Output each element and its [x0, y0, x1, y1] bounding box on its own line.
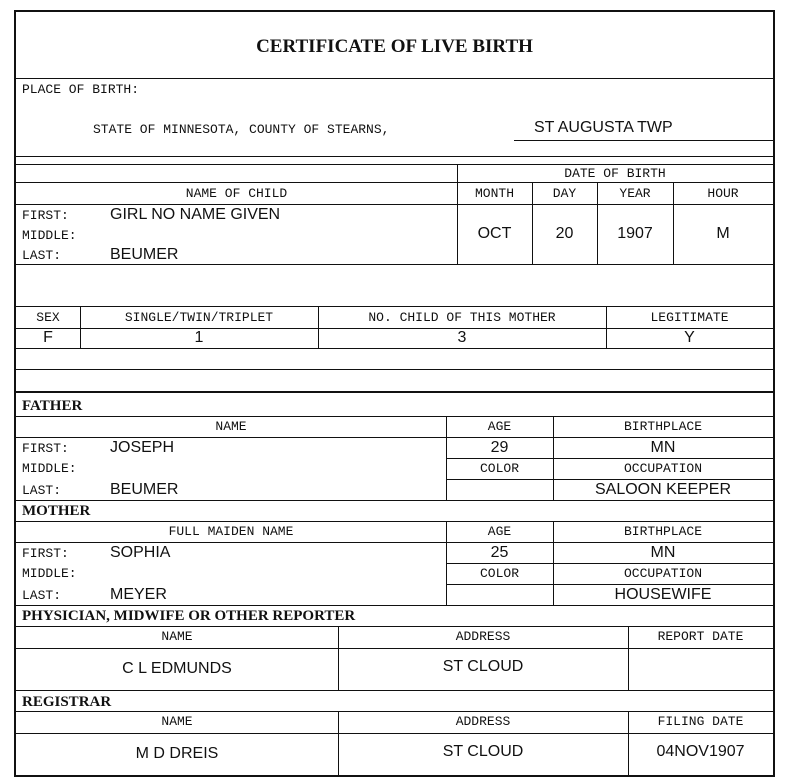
divider: [16, 391, 773, 393]
father-last-label: LAST:: [22, 483, 62, 498]
physician-address-label: ADDRESS: [455, 629, 511, 644]
registrar-name-label: NAME: [161, 714, 193, 729]
father-name-label: NAME: [215, 419, 247, 434]
father-age-value: 29: [490, 439, 509, 456]
dob-hour-value: M: [716, 225, 730, 242]
divider: [16, 182, 773, 183]
child-name-label: NAME OF CHILD: [185, 186, 288, 201]
hour-label: HOUR: [707, 186, 739, 201]
physician-address-value: ST CLOUD: [442, 658, 524, 675]
divider: [16, 626, 773, 627]
divider: [16, 521, 773, 522]
mother-heading: MOTHER: [22, 503, 91, 519]
divider: [16, 648, 773, 649]
mother-last-value: MEYER: [110, 586, 167, 603]
plurality-value: 1: [194, 329, 204, 346]
divider: [16, 500, 773, 501]
father-birthplace-label: BIRTHPLACE: [623, 419, 702, 434]
divider: [446, 584, 773, 585]
divider: [16, 605, 773, 606]
mother-color-label: COLOR: [479, 566, 519, 581]
mother-birthplace-label: BIRTHPLACE: [623, 524, 702, 539]
child-last-label: LAST:: [22, 248, 62, 263]
dob-day-value: 20: [555, 225, 574, 242]
dob-year-value: 1907: [617, 225, 653, 242]
mother-name-label: FULL MAIDEN NAME: [168, 524, 294, 539]
child-first-value: GIRL NO NAME GIVEN: [110, 206, 281, 223]
registrar-name-value: M D DREIS: [135, 745, 219, 762]
certificate-title: CERTIFICATE OF LIVE BIRTH: [256, 36, 533, 57]
father-occupation-value: SALOON KEEPER: [594, 481, 732, 498]
divider: [16, 204, 773, 205]
dob-month-value: OCT: [477, 225, 512, 242]
child-last-value: BEUMER: [110, 246, 179, 263]
divider: [16, 690, 773, 691]
month-label: MONTH: [474, 186, 514, 201]
registrar-address-label: ADDRESS: [455, 714, 511, 729]
child-first-label: FIRST:: [22, 208, 69, 223]
divider: [16, 164, 773, 165]
mother-first-label: FIRST:: [22, 546, 69, 561]
father-occupation-label: OCCUPATION: [623, 461, 702, 476]
plurality-label: SINGLE/TWIN/TRIPLET: [124, 310, 274, 325]
day-label: DAY: [552, 186, 577, 201]
divider: [16, 416, 773, 417]
divider: [16, 733, 773, 734]
divider: [16, 264, 773, 265]
father-first-value: JOSEPH: [110, 439, 175, 456]
report-date-label: REPORT DATE: [657, 629, 744, 644]
mother-first-value: SOPHIA: [110, 544, 171, 561]
divider: [16, 437, 773, 438]
sex-label: SEX: [36, 310, 60, 325]
father-first-label: FIRST:: [22, 441, 69, 456]
year-label: YEAR: [619, 186, 651, 201]
mother-occupation-value: HOUSEWIFE: [614, 586, 712, 603]
mother-last-label: LAST:: [22, 588, 62, 603]
birth-certificate: [14, 10, 775, 777]
divider: [16, 542, 773, 543]
child-middle-label: MIDDLE:: [22, 228, 77, 243]
divider: [16, 78, 773, 79]
child-number-value: 3: [457, 329, 467, 346]
father-color-label: COLOR: [479, 461, 519, 476]
father-heading: FATHER: [22, 398, 83, 414]
registrar-address-value: ST CLOUD: [442, 743, 524, 760]
mother-middle-label: MIDDLE:: [22, 566, 77, 581]
physician-name-label: NAME: [161, 629, 193, 644]
township-underline: [514, 140, 773, 141]
divider: [16, 711, 773, 712]
father-middle-label: MIDDLE:: [22, 461, 77, 476]
legitimate-label: LEGITIMATE: [650, 310, 729, 325]
mother-age-label: AGE: [487, 524, 512, 539]
divider: [16, 156, 773, 157]
father-age-label: AGE: [487, 419, 512, 434]
divider: [16, 348, 773, 349]
divider: [446, 458, 773, 459]
mother-occupation-label: OCCUPATION: [623, 566, 702, 581]
divider: [446, 563, 773, 564]
child-number-label: NO. CHILD OF THIS MOTHER: [368, 310, 556, 325]
filing-date-value: 04NOV1907: [656, 743, 745, 760]
mother-age-value: 25: [490, 544, 509, 561]
legitimate-value: Y: [684, 329, 695, 346]
place-of-birth-label: PLACE OF BIRTH:: [22, 82, 140, 97]
state-county: STATE OF MINNESOTA, COUNTY OF STEARNS,: [93, 122, 390, 137]
father-last-value: BEUMER: [110, 481, 179, 498]
father-birthplace-value: MN: [650, 439, 676, 456]
mother-birthplace-value: MN: [650, 544, 676, 561]
physician-heading: PHYSICIAN, MIDWIFE OR OTHER REPORTER: [22, 608, 356, 624]
divider: [16, 369, 773, 370]
divider: [446, 479, 773, 480]
divider: [16, 306, 773, 307]
dob-label: DATE OF BIRTH: [564, 166, 666, 181]
physician-name-value: C L EDMUNDS: [122, 660, 232, 677]
sex-value: F: [43, 329, 53, 346]
registrar-heading: REGISTRAR: [22, 694, 112, 710]
filing-date-label: FILING DATE: [657, 714, 744, 729]
township-value: ST AUGUSTA TWP: [534, 119, 673, 136]
